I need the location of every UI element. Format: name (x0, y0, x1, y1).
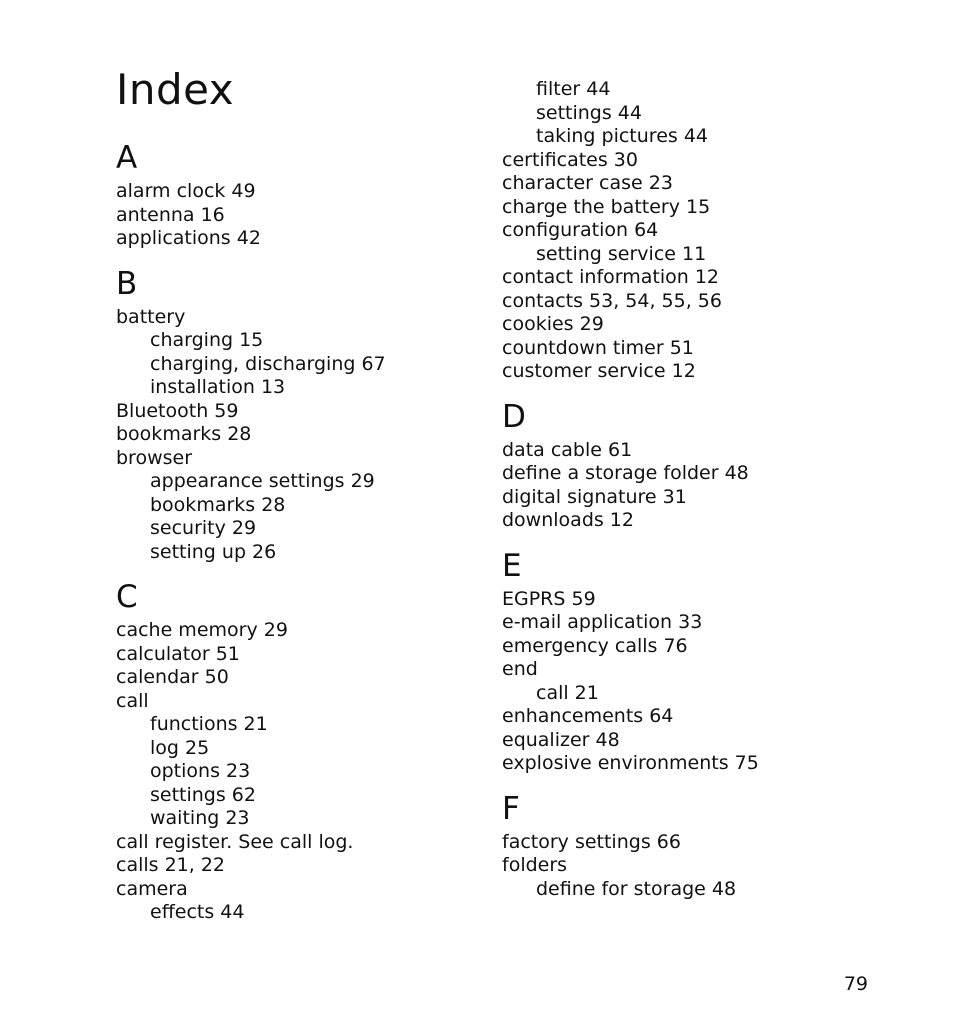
index-entry: calendar 50 (116, 666, 229, 688)
index-subentry: define for storage 48 (536, 877, 737, 900)
index-entry: explosive environments 75 (502, 752, 759, 774)
index-entry: end (502, 658, 538, 680)
section-letter: D (502, 398, 526, 435)
index-entry: digital signature 31 (502, 485, 687, 508)
index-subentry: settings 44 (536, 101, 642, 124)
index-subentry: effects 44 (150, 901, 245, 923)
index-subentry: security 29 (150, 517, 257, 539)
index-entry: camera (116, 877, 188, 900)
index-subentry: log 25 (150, 736, 210, 759)
index-subentry: setting service 11 (536, 242, 707, 265)
index-entry: equalizer 48 (502, 728, 620, 751)
index-subentry: appearance settings 29 (150, 470, 375, 492)
index-entry: folders (502, 854, 568, 876)
index-entry: contacts 53, 54, 55, 56 (502, 289, 722, 312)
index-subentry: call 21 (536, 681, 599, 704)
index-subentry: waiting 23 (150, 807, 250, 829)
section-letter: B (116, 265, 138, 302)
index-entry: configuration 64 (502, 219, 659, 241)
index-entry: EGPRS 59 (502, 587, 596, 610)
index-entry: customer service 12 (502, 360, 696, 382)
index-entry: antenna 16 (116, 203, 225, 226)
index-entry: alarm clock 49 (116, 180, 256, 202)
index-entry: emergency calls 76 (502, 634, 688, 657)
index-entry: cookies 29 (502, 313, 604, 335)
index-subentry: options 23 (150, 760, 251, 782)
index-entry: calls 21, 22 (116, 854, 226, 876)
index-entry: calculator 51 (116, 642, 240, 665)
index-subentry: bookmarks 28 (150, 493, 286, 516)
index-entry: downloads 12 (502, 509, 634, 531)
index-entry: call (116, 689, 149, 712)
section-letter: F (502, 790, 520, 827)
index-entry: certificates 30 (502, 148, 638, 171)
index-subentry: setting up 26 (150, 540, 277, 563)
index-subentry: settings 62 (150, 783, 256, 806)
section-letter: C (116, 579, 138, 615)
index-column-left (116, 139, 496, 925)
index-entry: bookmarks 28 (116, 423, 252, 445)
index-entry: countdown timer 51 (502, 336, 694, 359)
index-entry: cache memory 29 (116, 619, 288, 641)
index-subentry: charging, discharging 67 (150, 352, 386, 375)
index-entry: contact information 12 (502, 266, 720, 288)
index-subentry: installation 13 (150, 376, 286, 398)
index-subentry: functions 21 (150, 713, 268, 735)
index-entry: charge the battery 15 (502, 195, 711, 218)
page-title: Index (116, 65, 235, 114)
index-entry: e-mail application 33 (502, 611, 703, 633)
section-letter: A (116, 140, 138, 176)
index-entry: battery (116, 305, 186, 328)
index-entry: enhancements 64 (502, 705, 674, 727)
page-number: 79 (843, 973, 868, 995)
index-entry: Bluetooth 59 (116, 399, 239, 422)
index-subentry: charging 15 (150, 329, 264, 351)
index-entry: data cable 61 (502, 438, 633, 461)
index-subentry: taking pictures 44 (536, 125, 708, 147)
index-entry: call register. See call log. (116, 830, 354, 853)
index-entry: applications 42 (116, 227, 261, 249)
index-entry: factory settings 66 (502, 830, 681, 853)
index-subentry: filter 44 (536, 78, 611, 100)
index-column-right (502, 78, 882, 901)
index-entry: browser (116, 446, 193, 469)
section-letter: E (502, 547, 522, 584)
index-entry: define a storage folder 48 (502, 462, 749, 484)
index-entry: character case 23 (502, 172, 673, 194)
